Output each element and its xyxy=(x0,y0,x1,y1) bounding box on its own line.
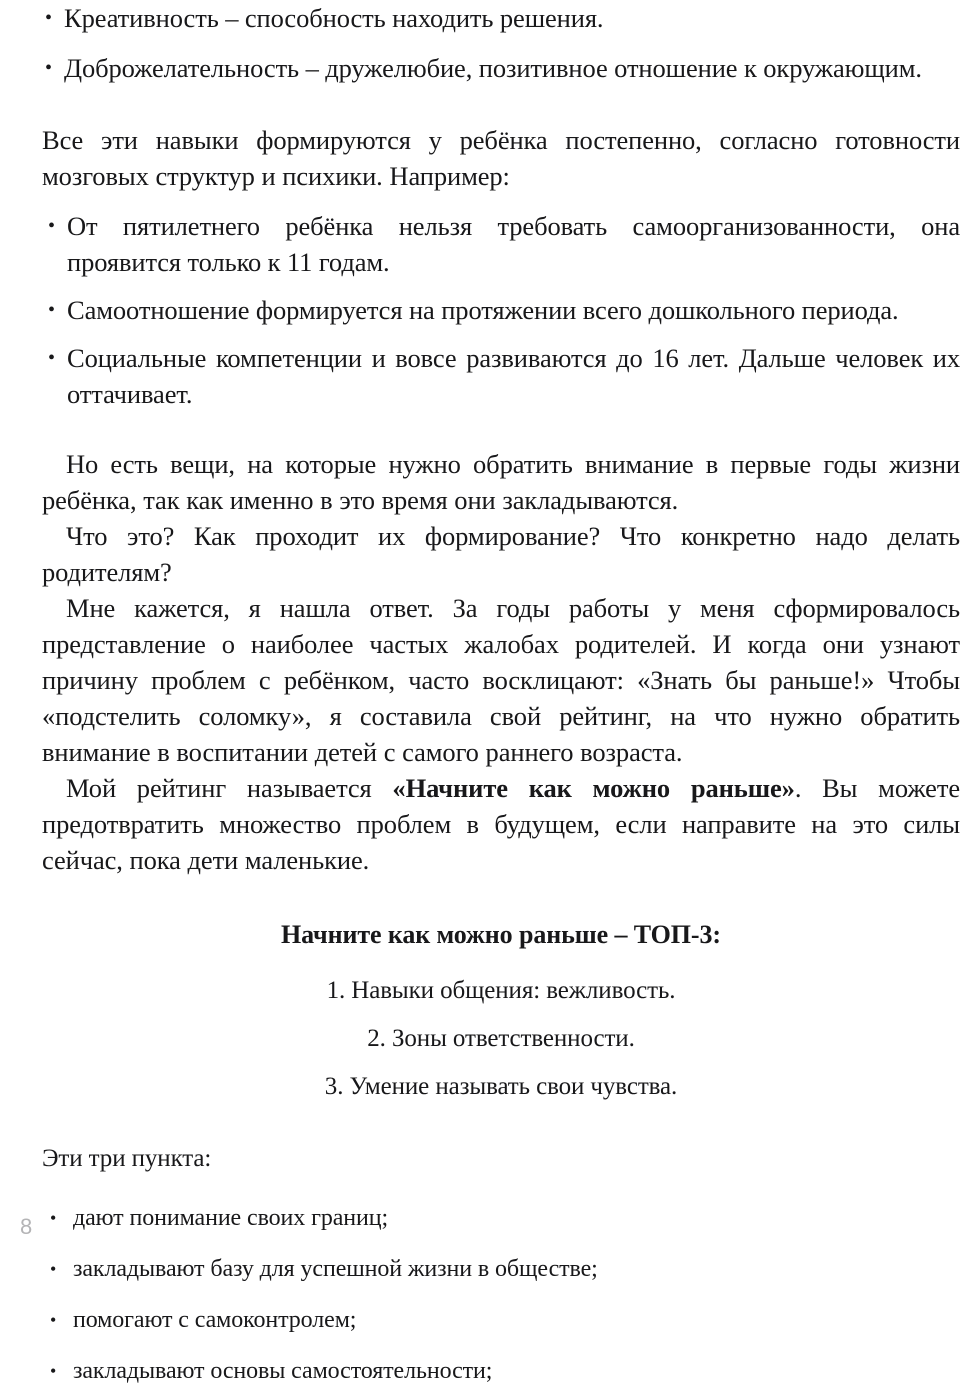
list-item xyxy=(42,1304,960,1336)
list-item xyxy=(42,1355,960,1387)
spacer xyxy=(42,1104,960,1142)
spacer xyxy=(42,878,960,918)
bullet-icon: • xyxy=(50,1361,57,1381)
rating-paragraph-title: «Начните как можно раньше» xyxy=(392,773,795,803)
intro-paragraph: Все эти навыки формируются у ребёнка постепенно, согласно готовности мозговых структур и психики. Например: xyxy=(42,125,960,191)
page-content xyxy=(42,0,960,1387)
list-item-text: закладывают основы самостоятельности; xyxy=(73,1358,493,1384)
rating-paragraph-before: Мой рейтинг называется xyxy=(66,773,393,803)
bullet-icon: • xyxy=(50,1310,57,1330)
top-bullet-list xyxy=(42,0,960,86)
rating-list xyxy=(42,974,960,1104)
list-item xyxy=(42,0,960,36)
rating-block xyxy=(42,918,960,1104)
list-item-text: помогают с самоконтролем; xyxy=(73,1307,357,1333)
body-paragraph-1: Но есть вещи, на которые нужно обратить внимание в первые годы жизни ребёнка, так как именно в это время они закладываются. xyxy=(42,449,960,515)
spacer xyxy=(42,952,960,974)
list-item xyxy=(42,1253,960,1285)
bullet-icon: • xyxy=(48,299,55,321)
closing-lead-line: Эти три пункта: xyxy=(42,1145,212,1172)
bullet-icon: • xyxy=(48,215,55,237)
list-item-text: Социальные компетенции и вовсе развиваются до 16 лет. Дальше человек их оттачивает. xyxy=(67,343,960,409)
list-item-text: Креативность – способность находить решения. xyxy=(64,3,604,33)
list-item: 1. Навыки общения: вежливость. xyxy=(326,977,676,1004)
body-paragraph-3: Мне кажется, я нашла ответ. За годы работы у меня сформировалось представление о наиболее частых жалобах родителей. И когда они узнают причину проблем с ребёнком, часто восклицают: «Знать бы раньше!» Чтобы «подстелить соломку», я составила свой рейтинг, на что нужно обратить внимание в воспитании детей с самого раннего возраста. xyxy=(42,593,960,767)
bullet-icon: • xyxy=(45,57,52,79)
page-number: 8 xyxy=(20,1214,33,1239)
bullet-icon: • xyxy=(50,1259,57,1279)
rating-paragraph xyxy=(42,770,960,878)
list-item: 3. Умение называть свои чувства. xyxy=(324,1073,678,1100)
list-item-text: Самоотношение формируется на протяжении всего дошкольного периода. xyxy=(67,295,899,325)
bullet-icon: • xyxy=(48,347,55,369)
rating-paragraph-after: . Вы можете предотвратить множество проблем в будущем, если направите на это силы сейчас, пока дети маленькие. xyxy=(42,773,960,875)
body-paragraph-2: Что это? Как проходит их формирование? Что конкретно надо делать родителям? xyxy=(42,521,960,587)
spacer xyxy=(42,1176,960,1202)
list-item xyxy=(42,208,960,280)
list-item xyxy=(42,292,960,328)
list-item xyxy=(42,50,960,86)
spacer xyxy=(42,194,960,208)
list-item-text: закладывают базу для успешной жизни в обществе; xyxy=(73,1256,598,1282)
spacer xyxy=(42,86,960,122)
list-item-text: Доброжелательность – дружелюбие, позитивное отношение к окружающим. xyxy=(64,53,922,83)
example-bullet-list xyxy=(42,208,960,412)
spacer xyxy=(42,412,960,446)
list-item-text: От пятилетнего ребёнка нельзя требовать самоорганизованности, она проявится только к 11 годам. xyxy=(67,211,960,277)
list-item xyxy=(42,340,960,412)
bullet-icon: • xyxy=(50,1208,57,1228)
list-item-text: дают понимание своих границ; xyxy=(73,1205,389,1231)
rating-block-title: Начните как можно раньше – ТОП-3: xyxy=(281,920,721,949)
list-item xyxy=(42,1202,960,1234)
bullet-icon: • xyxy=(45,7,52,29)
list-item: 2. Зоны ответственности. xyxy=(367,1025,635,1052)
closing-bullet-list xyxy=(42,1202,960,1387)
